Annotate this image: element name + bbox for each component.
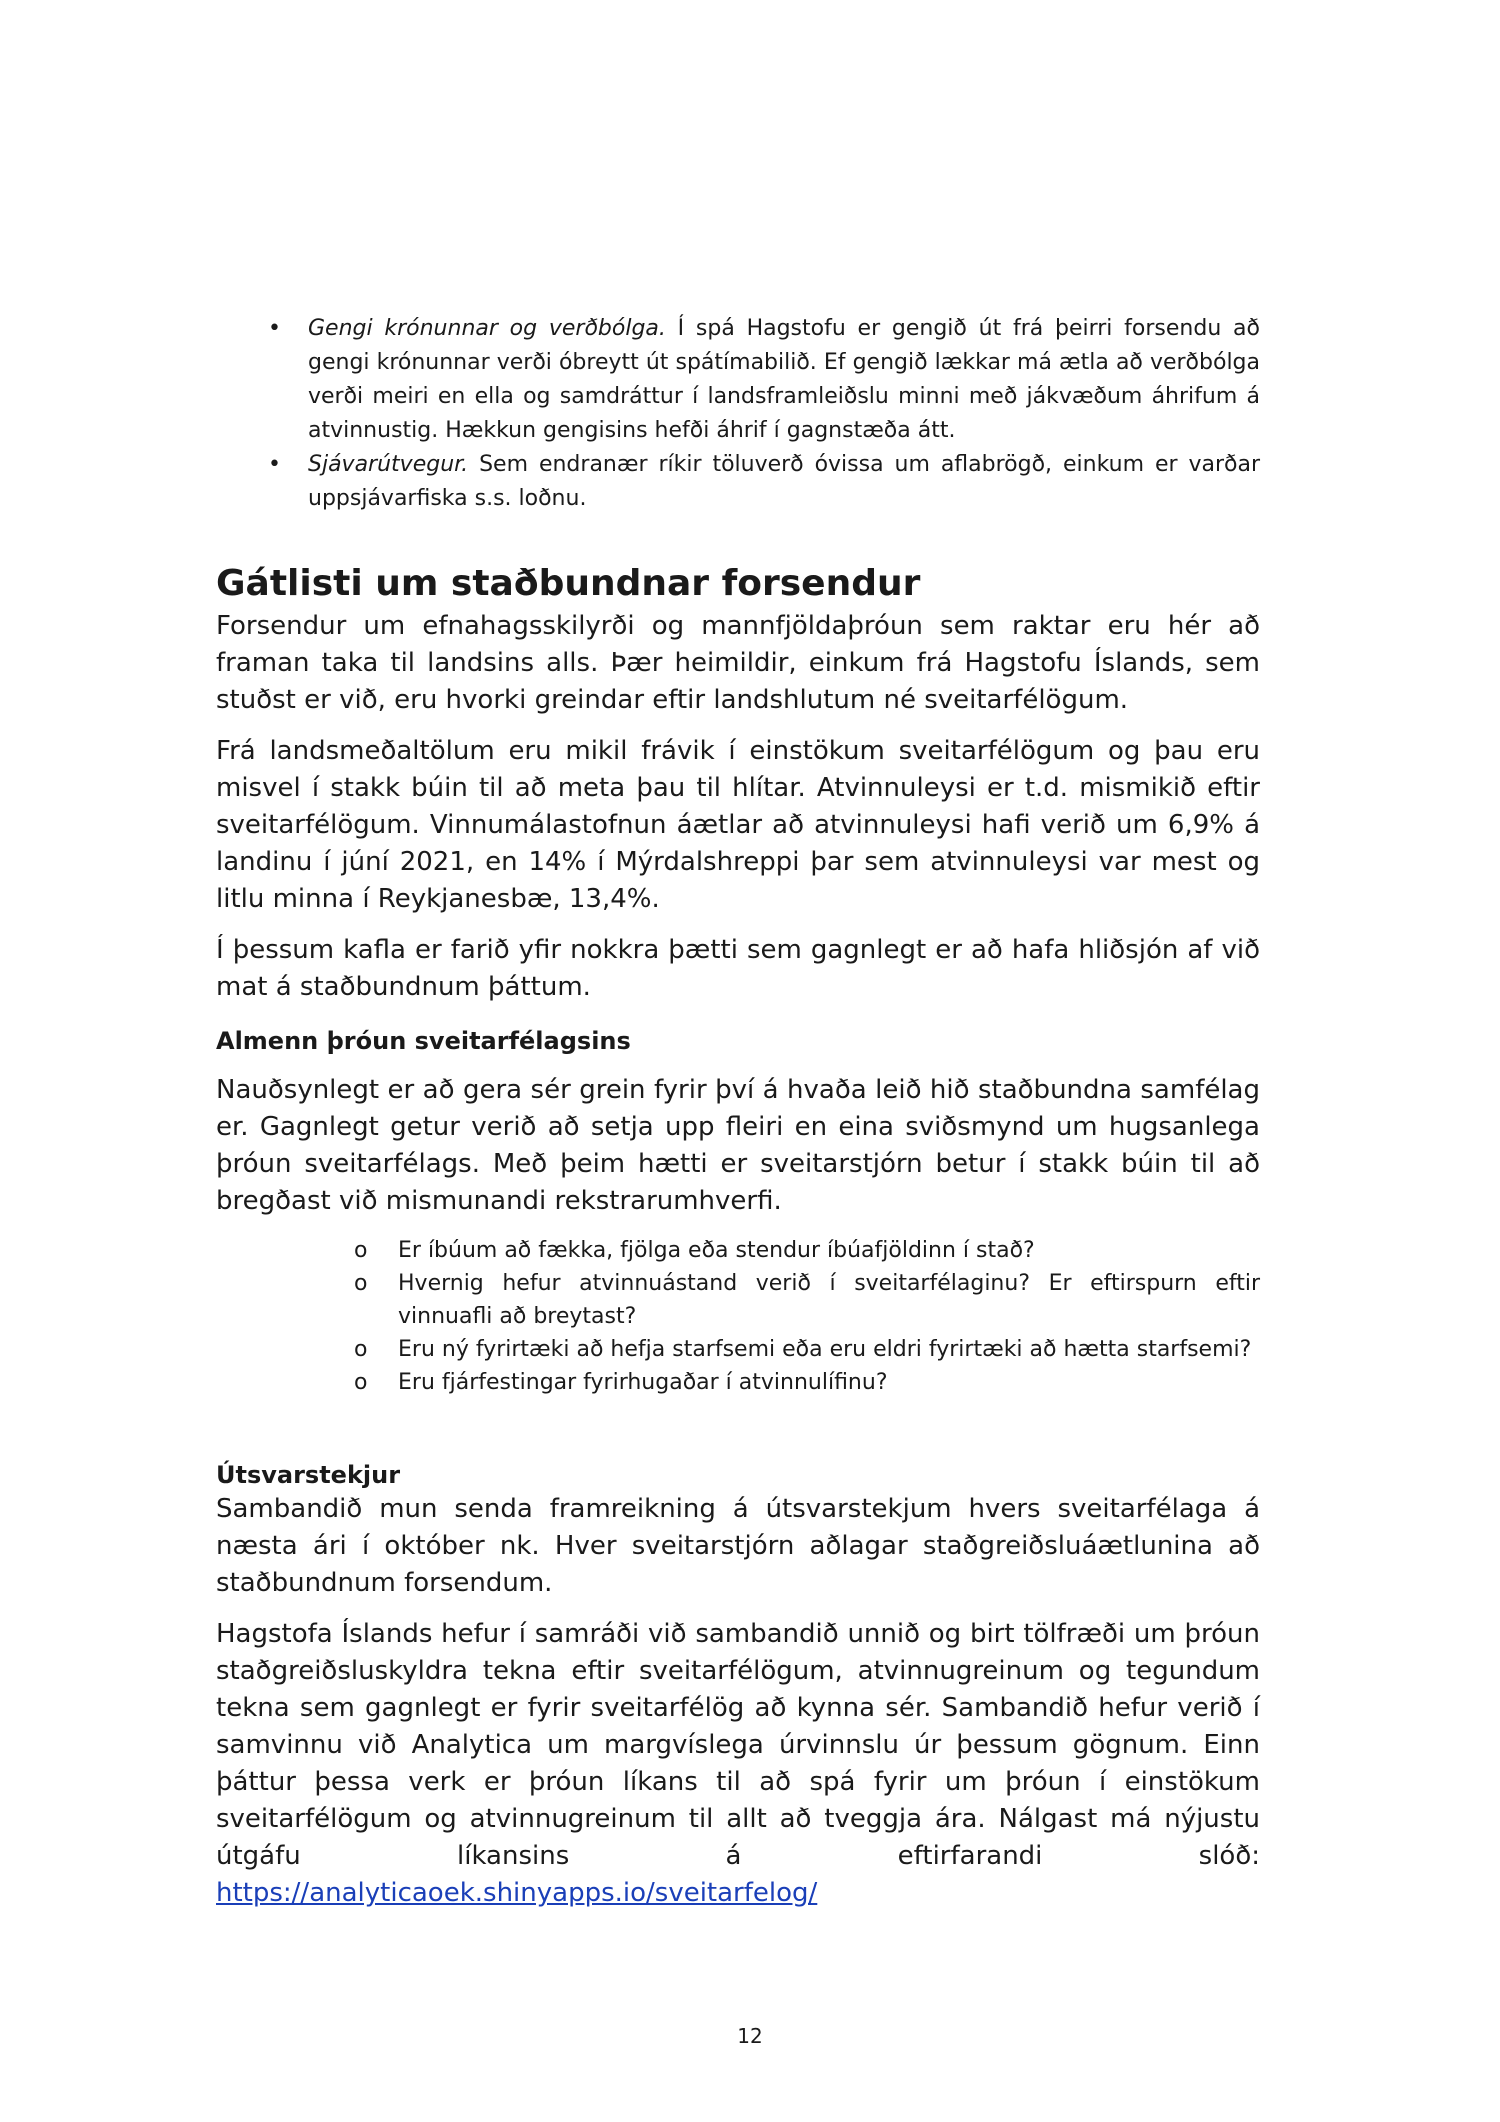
list-item <box>216 448 1260 516</box>
question-text: Er íbúum að fækka, fjölga eða stendur íbúafjöldinn í stað? <box>398 1238 1035 1263</box>
question-text: Eru fjárfestingar fyrirhugaðar í atvinnulífinu? <box>398 1370 888 1395</box>
list-item <box>216 1366 1260 1399</box>
list-item-lead: Gengi krónunnar og verðbólga. <box>308 316 666 341</box>
section-paragraph: Forsendur um efnahagsskilyrði og mannfjöldaþróun sem raktar eru hér að framan taka til landsins alls. Þær heimildir, einkum frá Hagstofu Íslands, sem stuðst er við, eru hvorki greindar eftir landshlutum né sveitarfélögum. <box>216 611 1260 715</box>
list-item <box>216 1267 1260 1333</box>
list-item-text: Sem endranær ríkir töluverð óvissa um aflabrögð, einkum er varðar uppsjávarfiska s.s. loðnu. <box>308 452 1260 511</box>
list-item-text: Í spá Hagstofu er gengið út frá þeirri forsendu að gengi krónunnar verði óbreytt út spátímabilið. Ef gengið lækkar má ætla að verðbólga verði meiri en ella og samdráttur í landsframleiðslu minni með jákvæðum áhrifum á atvinnustig. Hækkun gengisins hefði áhrif í gagnstæða átt. <box>308 316 1260 443</box>
question-text: Hvernig hefur atvinnuástand verið í sveitarfélaginu? Er eftirspurn eftir vinnuafli að breytast? <box>398 1271 1260 1329</box>
forecast-risk-list <box>216 312 1260 516</box>
list-item-lead: Sjávarútvegur. <box>308 452 469 477</box>
paragraph-text: Hagstofa Íslands hefur í samráði við sambandið unnið og birt tölfræði um þróun staðgreiðsluskyldra tekna eftir sveitarfélögum, atvinnugreinum og tegundum tekna sem gagnlegt er fyrir sveitarfélög að kynna sér. Sambandið hefur verið í samvinnu við Analytica um margvíslega úrvinnslu úr þessum gögnum. Einn þáttur þessa verk er þróun líkans til að spá fyrir um þróun í einstökum sveitarfélögum og atvinnugreinum til allt að tveggja ára. Nálgast má nýjustu útgáfu líkansins á eftirfarandi slóð: <box>216 1619 1260 1871</box>
circle-bullet-marker: o <box>354 1238 368 1263</box>
subsection-paragraph: Nauðsynlegt er að gera sér grein fyrir því á hvaða leið hið staðbundna samfélag er. Gagnlegt getur verið að setja upp fleiri en eina sviðsmynd um hugsanlega þróun sveitarfélags. Með þeim hætti er sveitarstjórn betur í stakk búin til að bregðast við mismunandi rekstrarumhverfi. <box>216 1075 1260 1216</box>
circle-bullet-marker: o <box>354 1337 368 1362</box>
section-paragraph: Í þessum kafla er farið yfir nokkra þætti sem gagnlegt er að hafa hliðsjón af við mat á staðbundnum þáttum. <box>216 935 1260 1002</box>
section-heading: Gátlisti um staðbundnar forsendur <box>216 563 921 604</box>
bullet-marker: • <box>268 316 281 341</box>
bullet-marker: • <box>268 452 281 477</box>
list-item <box>216 1234 1260 1267</box>
list-item <box>216 312 1260 448</box>
list-item <box>216 1333 1260 1366</box>
section-paragraph: Frá landsmeðaltölum eru mikil frávik í einstökum sveitarfélögum og þau eru misvel í stakk búin til að meta þau til hlítar. Atvinnuleysi er t.d. mismikið eftir sveitarfélögum. Vinnumálastofnun áætlar að atvinnuleysi hafi verið um 6,9% á landinu í júní 2021, en 14% í Mýrdalshreppi þar sem atvinnuleysi var mest og litlu minna í Reykjanesbæ, 13,4%. <box>216 736 1260 914</box>
subsection-heading: Útsvarstekjur <box>216 1461 401 1489</box>
subsection-paragraph-with-link <box>216 1616 1260 1912</box>
analytica-model-link[interactable]: https://analyticaoek.shinyapps.io/sveitarfelog/ <box>216 1878 818 1908</box>
page-content <box>216 312 1260 1912</box>
circle-bullet-marker: o <box>354 1370 368 1395</box>
subsection-heading: Almenn þróun sveitarfélagsins <box>216 1027 631 1055</box>
circle-bullet-marker: o <box>354 1271 368 1296</box>
subsection-paragraph: Sambandið mun senda framreikning á útsvarstekjum hvers sveitarfélaga á næsta ári í október nk. Hver sveitarstjórn aðlagar staðgreiðsluáætlunina að staðbundnum forsendum. <box>216 1494 1260 1598</box>
question-list <box>216 1234 1260 1399</box>
page-number: 12 <box>737 2024 763 2048</box>
question-text: Eru ný fyrirtæki að hefja starfsemi eða eru eldri fyrirtæki að hætta starfsemi? <box>398 1337 1252 1362</box>
